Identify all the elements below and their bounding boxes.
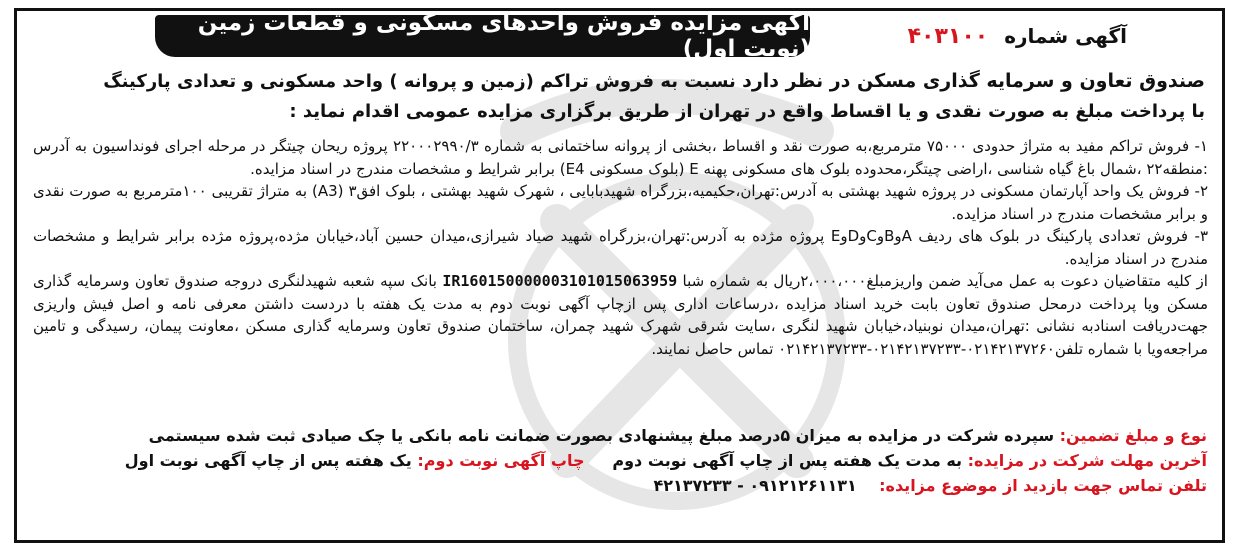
invitation-paragraph <box>33 270 1208 360</box>
intro-line-2: با پرداخت مبلغ به صورت نقدی و یا اقساط واقع در تهران از طریق برگزاری مزایده عمومی اقدام نماید : <box>289 101 1205 122</box>
auction-items <box>33 135 1208 360</box>
header <box>137 10 1137 62</box>
ad-number-block <box>837 19 1127 53</box>
deadline-text: به مدت یک هفته پس از چاپ آگهی نوبت دوم <box>612 451 963 470</box>
intro <box>37 66 1205 127</box>
footer <box>37 423 1207 498</box>
deadline-line <box>37 448 1207 473</box>
intro-fund-name: صندوق تعاون و سرمایه گذاری مسکن در نظر دارد <box>742 70 1205 92</box>
ad-number-value: ۴۰۳۱۰۰ <box>907 23 989 49</box>
phone-numbers: ۰۹۱۲۱۲۶۱۱۳۱ - ۴۲۱۳۷۲۳۳ <box>653 476 857 495</box>
intro-line-1 <box>37 66 1205 97</box>
deposit-line <box>37 423 1207 448</box>
sheba-number: IR160150000003101015063959 <box>442 272 678 290</box>
deadline-label: آخرین مهلت شرکت در مزایده: <box>967 451 1207 470</box>
ad-frame <box>14 8 1225 543</box>
ad-number-label: آگهی شماره <box>1004 24 1127 48</box>
auction-item-3: ۳- فروش تعدادی پارکینگ در بلوک های ردیف AوBوCوDوE پروژه مژده به آدرس:تهران،بزرگراه شهید صیاد شیرازی،میدان حسین آباد،خیابان مژده،پروژه مژده برابر شرایط و مشخصات مندرج در اسناد مزایده. <box>33 227 1208 268</box>
invitation-before-iban: از کلیه متقاضیان دعوت به عمل می‌آید ضمن واریزمبلغ۲،۰۰۰،۰۰۰ریال به شماره شبا <box>682 272 1208 290</box>
ad-title: آگهی مزایده فروش واحدهای مسکونی و قطعات زمین (نوبت اول) <box>155 15 810 57</box>
phone-line <box>37 473 1207 498</box>
auction-item-2: ۲- فروش یک واحد آپارتمان مسکونی در پروژه شهید بهشتی به آدرس:تهران،حکیمیه،بزرگراه شهیدبابایی ، شهرک شهید بهشتی ، بلوک افق۳ (A3) به متراژ تقریبی ۱۰۰مترمربع به صورت نقدی و برابر مشخصات مندرج در اسناد مزایده. <box>33 182 1209 223</box>
invitation-after-iban: بانک سپه شعبه شهیدلنگری دروجه صندوق تعاون وسرمایه گذاری مسکن ویا پرداخت درمحل صندوق تعاون بابت خرید اسناد مزایده ،درساعات اداری پس ازچاپ آگهی نوبت دوم به مدت یک هفته با دردست داشتن معرفی نامه و اصل فیش واریزی جهت‌دریافت اسناد‌به نشانی :تهران،میدان نوبنیاد،خیابان شهید لنگری ،سایت شرقی شهرک شهید چمران، ساختمان صندوق تعاون وسرمایه گذاری مسکن ،معاونت پیمان، رسیدگی و تامین مراجعه‌ویا با شماره تلفن۰۲۱۴۲۱۳۷۲۶۰-۰۲۱۴۲۱۳۷۲۳۳-۰۲۱۴۲۱۳۷۲۳۳ تماس حاصل نمایند. <box>33 272 1208 358</box>
intro-line-1-rest: نسبت به فروش تراکم (زمین و پروانه ) واحد مسکونی و تعدادی پارکینگ <box>103 71 736 92</box>
auction-item-1: ۱- فروش تراکم مفید به متراژ حدودی ۷۵۰۰۰ مترمربع،به صورت نقد و اقساط ،بخشی از پروانه ساختمانی به شماره ۲۲۰۰۰۲۹۹۰/۳ پروژه ریحان چیتگر در مرحله اجرای فونداسیون به آدرس :منطقه۲۲ ،شمال باغ گیاه شناسی ،اراضی چیتگر،محدوده بلوک های مسکونی پهنه E (بلوک مسکونی E4) برابر شرایط و مشخصات مندرج در اسناد مزایده. <box>33 137 1208 178</box>
second-print-label: چاپ آگهی نوبت دوم: <box>417 451 585 470</box>
deposit-label: نوع و مبلغ تضمین: <box>1059 426 1207 445</box>
phone-label: تلفن تماس جهت بازدید از موضوع مزایده: <box>879 476 1207 495</box>
second-print-text: یک هفته پس از چاپ آگهی نوبت اول <box>124 451 412 470</box>
deposit-text: سپرده شرکت در مزایده به میزان ۵درصد مبلغ پیشنهادی بصورت ضمانت نامه بانکی یا چک صیادی ثبت شده سیستمی <box>148 426 1055 445</box>
